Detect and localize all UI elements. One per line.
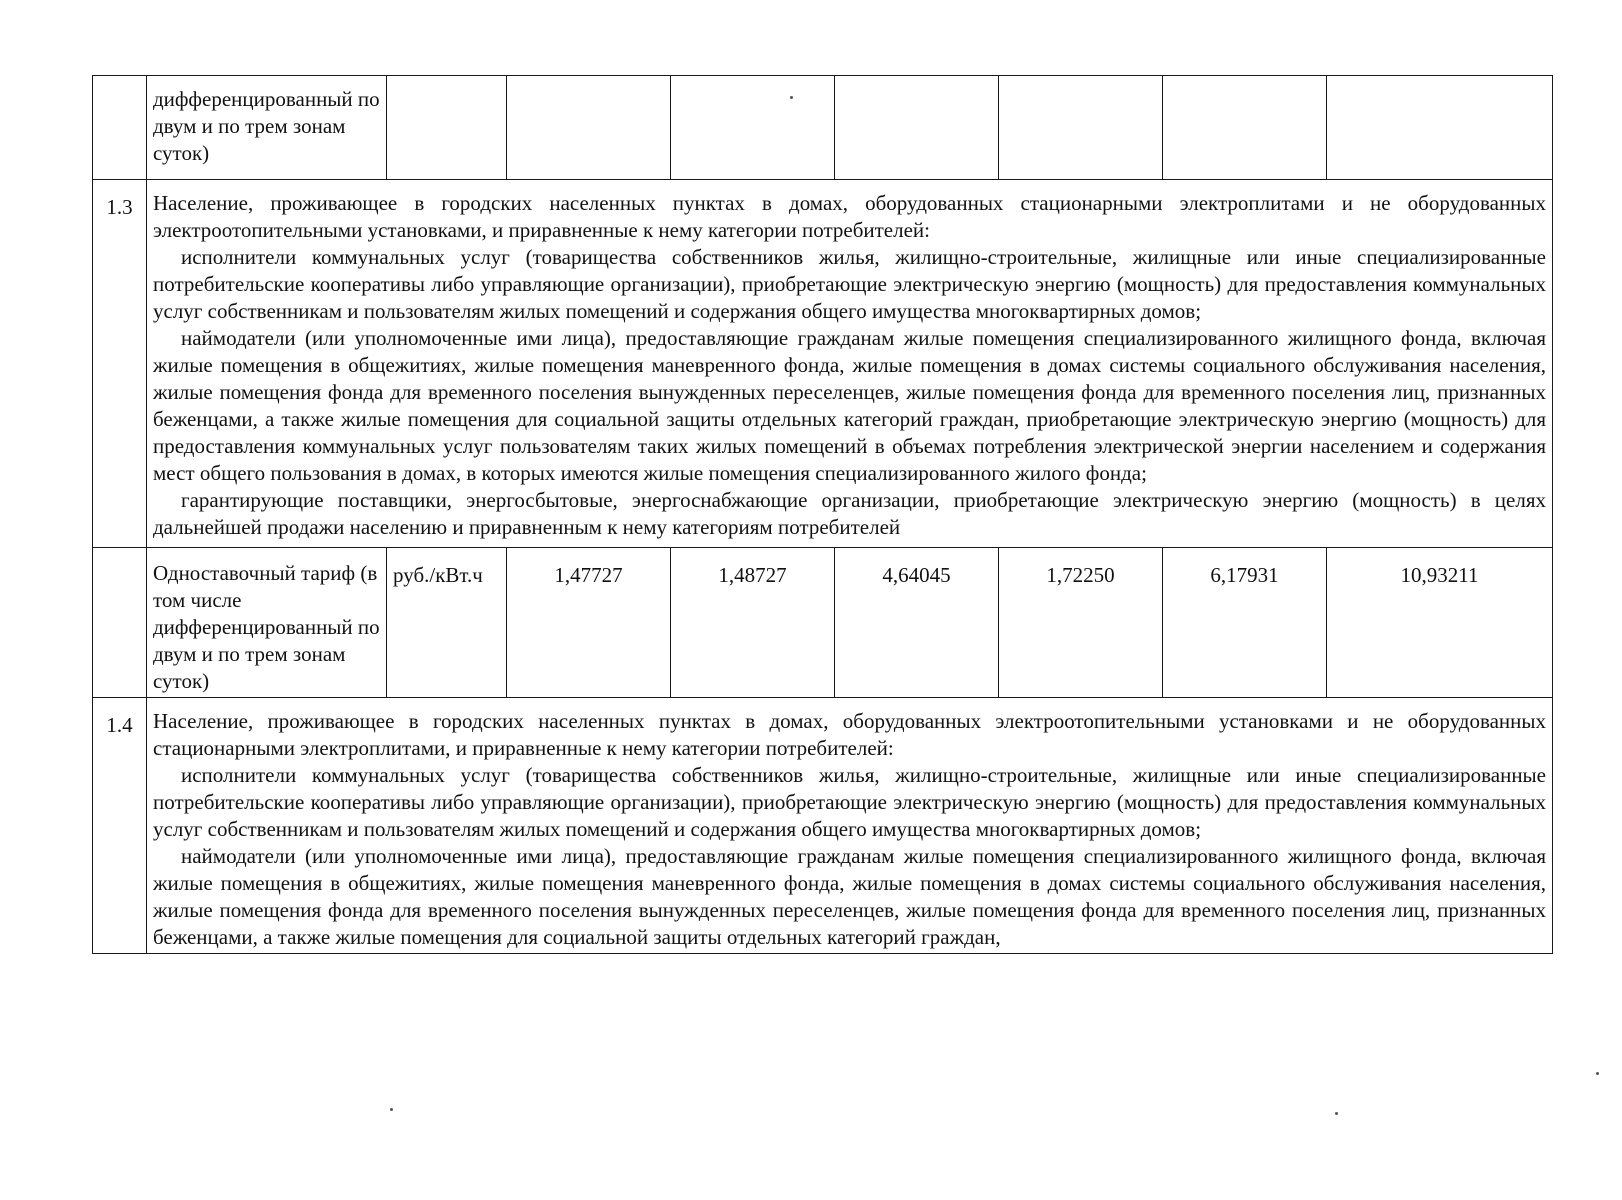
value-cell — [507, 76, 671, 180]
section-1-3-header-row — [93, 180, 1553, 548]
scan-speck — [790, 96, 793, 99]
row-number-cell — [93, 548, 147, 698]
value-cell — [1163, 76, 1327, 180]
section-number — [93, 698, 147, 954]
section-1-4-header-row — [93, 698, 1553, 954]
scan-speck — [1596, 1072, 1599, 1075]
row-number-cell — [93, 76, 147, 180]
scan-speck — [390, 1108, 393, 1111]
paragraph: Население, проживающее в городских населенных пунктах в домах, оборудованных электроотопительными установками и не оборудованных стационарными электроплитами, и приравненные к нему категории потребителей: — [153, 709, 1546, 760]
tariff-value: 1,47727 — [554, 563, 623, 587]
value-cell — [835, 548, 999, 698]
value-cell — [671, 76, 835, 180]
row-label: дифференцированный по двум и по трем зонам суток) — [153, 87, 380, 165]
paragraph: наймодатели (или уполномоченные ими лица), предоставляющие гражданам жилые помещения специализированного жилищного фонда, включая жилые помещения в общежитиях, жилые помещения маневренного фонда, жилые помещения в домах системы социального обслуживания населения, жилые помещения фонда для временного поселения вынужденных переселенцев, жилые помещения фонда для временного поселения лиц, признанных беженцами, а также жилые помещения для социальной защиты отдельных категорий граждан, приобретающие электрическую энергию (мощность) для предоставления коммунальных услуг пользователям таких жилых помещений в объемах потребления электрической энергии населением и содержания мест общего пользования в домах, в которых имеются жилые помещения специализированного жилого фонда; — [153, 326, 1546, 485]
tariff-value: 1,48727 — [718, 563, 787, 587]
value-cell — [507, 548, 671, 698]
tariff-value: 4,64045 — [882, 563, 951, 587]
section-number-text: 1.3 — [106, 195, 133, 219]
tariff-value: 1,72250 — [1046, 563, 1115, 587]
value-cell — [1327, 548, 1553, 698]
scan-speck — [1335, 1112, 1338, 1115]
tariff-row — [93, 548, 1553, 698]
section-description — [147, 698, 1553, 954]
tariff-label-cell — [147, 548, 387, 698]
paragraph: наймодатели (или уполномоченные ими лица), предоставляющие гражданам жилые помещения специализированного жилищного фонда, включая жилые помещения в общежитиях, жилые помещения маневренного фонда, жилые помещения в домах системы социального обслуживания населения, жилые помещения фонда для временного поселения вынужденных переселенцев, жилые помещения фонда для временного поселения лиц, признанных беженцами, а также жилые помещения для социальной защиты отдельных категорий граждан, — [153, 844, 1546, 949]
value-cell — [1327, 76, 1553, 180]
table-row-top — [93, 76, 1553, 180]
paragraph: исполнители коммунальных услуг (товарищества собственников жилья, жилищно-строительные, жилищные или иные специализированные потребительские кооперативы либо управляющие организации), приобретающие электрическую энергию (мощность) для предоставления коммунальных услуг собственникам и пользователям жилых помещений и содержания общего имущества многоквартирных домов; — [153, 763, 1546, 841]
section-number — [93, 180, 147, 548]
tariff-table — [92, 75, 1553, 954]
paragraph: исполнители коммунальных услуг (товарищества собственников жилья, жилищно-строительные, жилищные или иные специализированные потребительские кооперативы либо управляющие организации), приобретающие электрическую энергию (мощность) для предоставления коммунальных услуг собственникам и пользователям жилых помещений и содержания общего имущества многоквартирных домов; — [153, 245, 1546, 323]
row-label-cell — [147, 76, 387, 180]
unit-label: руб./кВт.ч — [393, 563, 483, 587]
tariff-label: Одноставочный тариф (в том числе дифференцированный по двум и по трем зонам суток) — [153, 561, 380, 693]
tariff-value: 10,93211 — [1400, 563, 1479, 587]
value-cell — [835, 76, 999, 180]
tariff-value: 6,17931 — [1210, 563, 1279, 587]
paragraph: Население, проживающее в городских населенных пунктах в домах, оборудованных стационарными электроплитами и не оборудованных электроотопительными установками, и приравненные к нему категории потребителей: — [153, 191, 1546, 242]
value-cell — [671, 548, 835, 698]
section-description — [147, 180, 1553, 548]
unit-cell — [387, 548, 507, 698]
unit-cell — [387, 76, 507, 180]
value-cell — [1163, 548, 1327, 698]
section-number-text: 1.4 — [106, 713, 133, 737]
value-cell — [999, 76, 1163, 180]
paragraph: гарантирующие поставщики, энергосбытовые, энергоснабжающие организации, приобретающие электрическую энергию (мощность) в целях дальнейшей продажи населению и приравненным к нему категориям потребителей — [153, 488, 1546, 539]
value-cell — [999, 548, 1163, 698]
